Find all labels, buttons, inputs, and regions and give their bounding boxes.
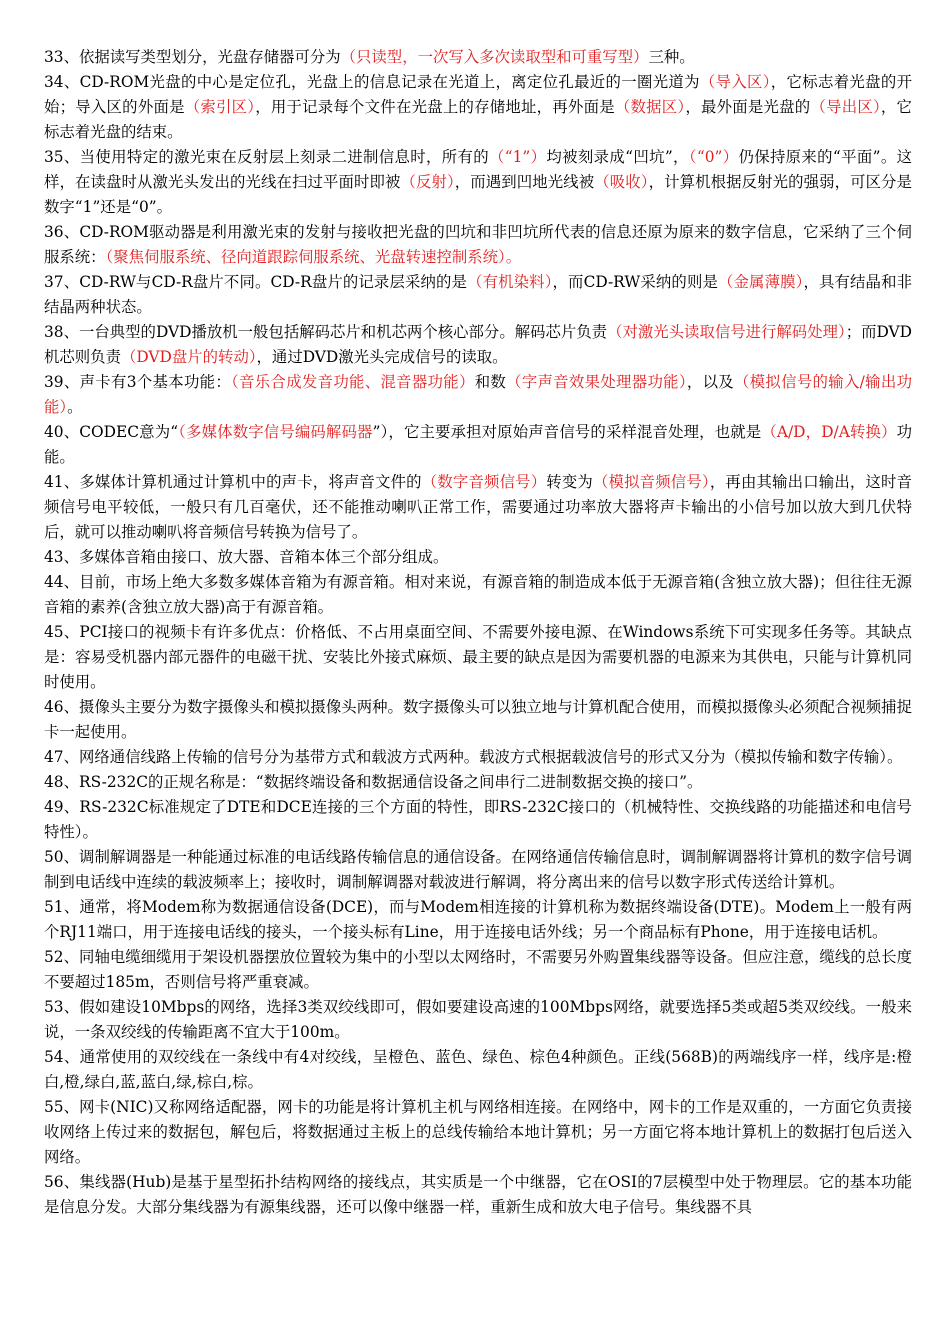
paragraph bbox=[44, 845, 912, 895]
paragraph bbox=[44, 470, 912, 545]
body-text: 49、RS-232C标准规定了DTE和DCE连接的三个方面的特性，即RS-232C接口的（机械特性、交换线路的功能描述和电信号特性）。 bbox=[44, 798, 912, 841]
paragraph bbox=[44, 795, 912, 845]
body-text: 50、调制解调器是一种能通过标准的电话线路传输信息的通信设备。在网络通信传输信息时，调制解调器将计算机的数字信号调制到电话线中连续的载波频率上；接收时，调制解调器对载波进行解调，将分离出来的信号以数字形式传送给计算机。 bbox=[44, 848, 912, 891]
paragraph bbox=[44, 695, 912, 745]
answer-text: （聚焦伺服系统、径向道跟踪伺服系统、光盘转速控制系统）。 bbox=[105, 248, 522, 266]
paragraph bbox=[44, 70, 912, 145]
body-text: 40、CODEC意为“ bbox=[44, 423, 179, 441]
answer-text: （导入区） bbox=[699, 73, 771, 91]
paragraph bbox=[44, 45, 912, 70]
paragraph bbox=[44, 770, 912, 795]
body-text: ，它标志着光盘的结束。 bbox=[44, 98, 912, 141]
paragraph bbox=[44, 745, 912, 770]
body-text: ，它标志着光盘的开始；导入区的外面是 bbox=[44, 73, 912, 116]
answer-text: （吸收） bbox=[594, 173, 649, 191]
answer-text: （多媒体数字信号编码解码器 bbox=[178, 423, 373, 441]
paragraph bbox=[44, 1170, 912, 1220]
body-text: 38、一台典型的DVD播放机一般包括解码芯片和机芯两个核心部分。解码芯片负责 bbox=[44, 323, 608, 341]
paragraph bbox=[44, 895, 912, 945]
body-text: ，再由其输出口输出，这时音频信号电平较低，一般只有几百毫伏，还不能推动喇叭正常工作，需要通过功率放大器将声卡输出的小信号加以放大到几伏特后，就可以推动喇叭将音频信号转换为信号了。 bbox=[44, 473, 912, 541]
body-text: ；而DVD机芯则负责 bbox=[44, 323, 912, 366]
body-text: ，最外面是光盘的 bbox=[685, 98, 811, 116]
body-text: 。 bbox=[67, 398, 83, 416]
paragraph bbox=[44, 420, 912, 470]
paragraph bbox=[44, 945, 912, 995]
answer-text: （有机染料） bbox=[467, 273, 553, 291]
answer-text: （金属薄膜） bbox=[718, 273, 804, 291]
paragraph bbox=[44, 370, 912, 420]
body-text: ，以及 bbox=[686, 373, 735, 391]
body-text: 47、网络通信线路上传输的信号分为基带方式和载波方式两种。载波方式根据载波信号的形式又分为（模拟传输和数字传输）。 bbox=[44, 748, 903, 766]
paragraph bbox=[44, 1095, 912, 1170]
body-text: 51、通常，将Modem称为数据通信设备(DCE)，而与Modem相连接的计算机称为数据终端设备(DTE)。Modem上一般有两个RJ11端口，用于连接电话线的接头，一个接头标有Line，用于连接电话外线；另一个商品标有Phone，用于连接电话机。 bbox=[44, 898, 912, 941]
paragraph bbox=[44, 220, 912, 270]
answer-text: （索引区） bbox=[184, 98, 256, 116]
body-text: 和数 bbox=[474, 373, 507, 391]
body-text: 41、多媒体计算机通过计算机中的声卡，将声音文件的 bbox=[44, 473, 422, 491]
body-text: 33、依据读写类型划分，光盘存储器可分为 bbox=[44, 48, 341, 66]
answer-text: （对激光头读取信号进行解码处理） bbox=[607, 323, 846, 341]
body-text: ，用于记录每个文件在光盘上的存储地址，再外面是 bbox=[255, 98, 615, 116]
body-text: 转变为 bbox=[546, 473, 593, 491]
body-text: ，通过DVD激光头完成信号的读取。 bbox=[256, 348, 508, 366]
body-text: 52、同轴电缆细缆用于架设机器摆放位置较为集中的小型以太网络时，不需要另外购置集线器等设备。但应注意，缆线的总长度不要超过185m，否则信号将严重衰减。 bbox=[44, 948, 912, 991]
body-text: 35、当使用特定的激光束在反射层上刻录二进制信息时，所有的 bbox=[44, 148, 490, 166]
answer-text: （“1”） bbox=[489, 148, 547, 166]
paragraph bbox=[44, 620, 912, 695]
body-text: 45、PCI接口的视频卡有许多优点：价格低、不占用桌面空间、不需要外接电源、在Windows系统下可实现多任务等。其缺点是：容易受机器内部元器件的电磁干扰、安装比外接式麻烦、最主要的缺点是因为需要机器的电源来为其供电，只能与计算机同时使用。 bbox=[44, 623, 912, 691]
body-text: 56、集线器(Hub)是基于星型拓扑结构网络的接线点，其实质是一个中继器，它在OSI的7层模型中处于物理层。它的基本功能是信息分发。大部分集线器为有源集线器，还可以像中继器一样，重新生成和放大电子信号。集线器不具 bbox=[44, 1173, 912, 1216]
body-text: 仍保持原来的“平面”。这样，在读盘时从激光头发出的光线在扫过平面时即被 bbox=[44, 148, 912, 191]
answer-text: （反射） bbox=[400, 173, 455, 191]
paragraph bbox=[44, 1045, 912, 1095]
answer-text: （字声音效果处理器功能） bbox=[506, 373, 687, 391]
answer-text: （数据区） bbox=[614, 98, 686, 116]
body-text: ，计算机根据反射光的强弱，可区分是数字“1”还是“0”。 bbox=[44, 173, 912, 216]
answer-text: （A/D，D/A转换） bbox=[761, 423, 897, 441]
paragraph bbox=[44, 270, 912, 320]
body-text: 44、目前，市场上绝大多数多媒体音箱为有源音箱。相对来说，有源音箱的制造成本低于无源音箱(含独立放大器)；但往往无源音箱的素养(含独立放大器)高于有源音箱。 bbox=[44, 573, 912, 616]
body-text: 54、通常使用的双绞线在一条线中有4对绞线，呈橙色、蓝色、绿色、棕色4种颜色。正线(568B)的两端线序一样，线序是:橙白,橙,绿白,蓝,蓝白,绿,棕白,棕。 bbox=[44, 1048, 912, 1091]
body-text: 46、摄像头主要分为数字摄像头和模拟摄像头两种。数字摄像头可以独立地与计算机配合使用，而模拟摄像头必须配合视频捕捉卡一起使用。 bbox=[44, 698, 912, 741]
answer-text: （音乐合成发音功能、混音器功能） bbox=[231, 373, 475, 391]
paragraph bbox=[44, 545, 912, 570]
paragraph bbox=[44, 320, 912, 370]
answer-text: （数字音频信号） bbox=[421, 473, 547, 491]
answer-text: （只读型，一次写入多次读取型和可重写型） bbox=[340, 48, 649, 66]
body-text: 37、CD-RW与CD-R盘片不同。CD-R盘片的记录层采纳的是 bbox=[44, 273, 468, 291]
document-body bbox=[44, 45, 912, 1220]
body-text: 43、多媒体音箱由接口、放大器、音箱本体三个部分组成。 bbox=[44, 548, 449, 566]
body-text: 39、声卡有3个基本功能： bbox=[44, 373, 232, 391]
body-text: 均被刻录成“凹坑”， bbox=[546, 148, 689, 166]
answer-text: （模拟信号的输入/输出功能） bbox=[44, 373, 912, 416]
answer-text: （DVD盘片的转动） bbox=[120, 348, 257, 366]
body-text: 48、RS-232C的正规名称是：“数据终端设备和数据通信设备之间串行二进制数据交换的接口”。 bbox=[44, 773, 703, 791]
body-text: 三种。 bbox=[648, 48, 695, 66]
answer-text: （模拟音频信号） bbox=[592, 473, 710, 491]
body-text: 功能。 bbox=[44, 423, 912, 466]
answer-text: （导出区） bbox=[810, 98, 881, 116]
answer-text: （“0”） bbox=[688, 148, 739, 166]
body-text: ，具有结晶和非结晶两种状态。 bbox=[44, 273, 912, 316]
body-text: 55、网卡(NIC)又称网络适配器，网卡的功能是将计算机主机与网络相连接。在网络中，网卡的工作是双重的，一方面它负责接收网络上传过来的数据包，解包后，将数据通过主板上的总线传输给本地计算机；另一方面它将本地计算机上的数据打包后送入网络。 bbox=[44, 1098, 912, 1166]
body-text: 36、CD-ROM驱动器是利用激光束的发射与接收把光盘的凹坑和非凹坑所代表的信息还原为原来的数字信息，它采纳了三个伺服系统： bbox=[44, 223, 912, 266]
body-text: ”），它主要承担对原始声音信号的采样混音处理，也就是 bbox=[372, 423, 762, 441]
paragraph bbox=[44, 570, 912, 620]
body-text: 34、CD-ROM光盘的中心是定位孔，光盘上的信息记录在光道上，离定位孔最近的一圈光道为 bbox=[44, 73, 700, 91]
paragraph bbox=[44, 995, 912, 1045]
paragraph bbox=[44, 145, 912, 220]
body-text: 53、假如建设10Mbps的网络，选择3类双绞线即可，假如要建设高速的100Mbps网络，就要选择5类或超5类双绞线。一般来说，一条双绞线的传输距离不宜大于100m。 bbox=[44, 998, 912, 1041]
body-text: ，而遇到凹地光线被 bbox=[454, 173, 595, 191]
body-text: ，而CD-RW采纳的则是 bbox=[552, 273, 718, 291]
